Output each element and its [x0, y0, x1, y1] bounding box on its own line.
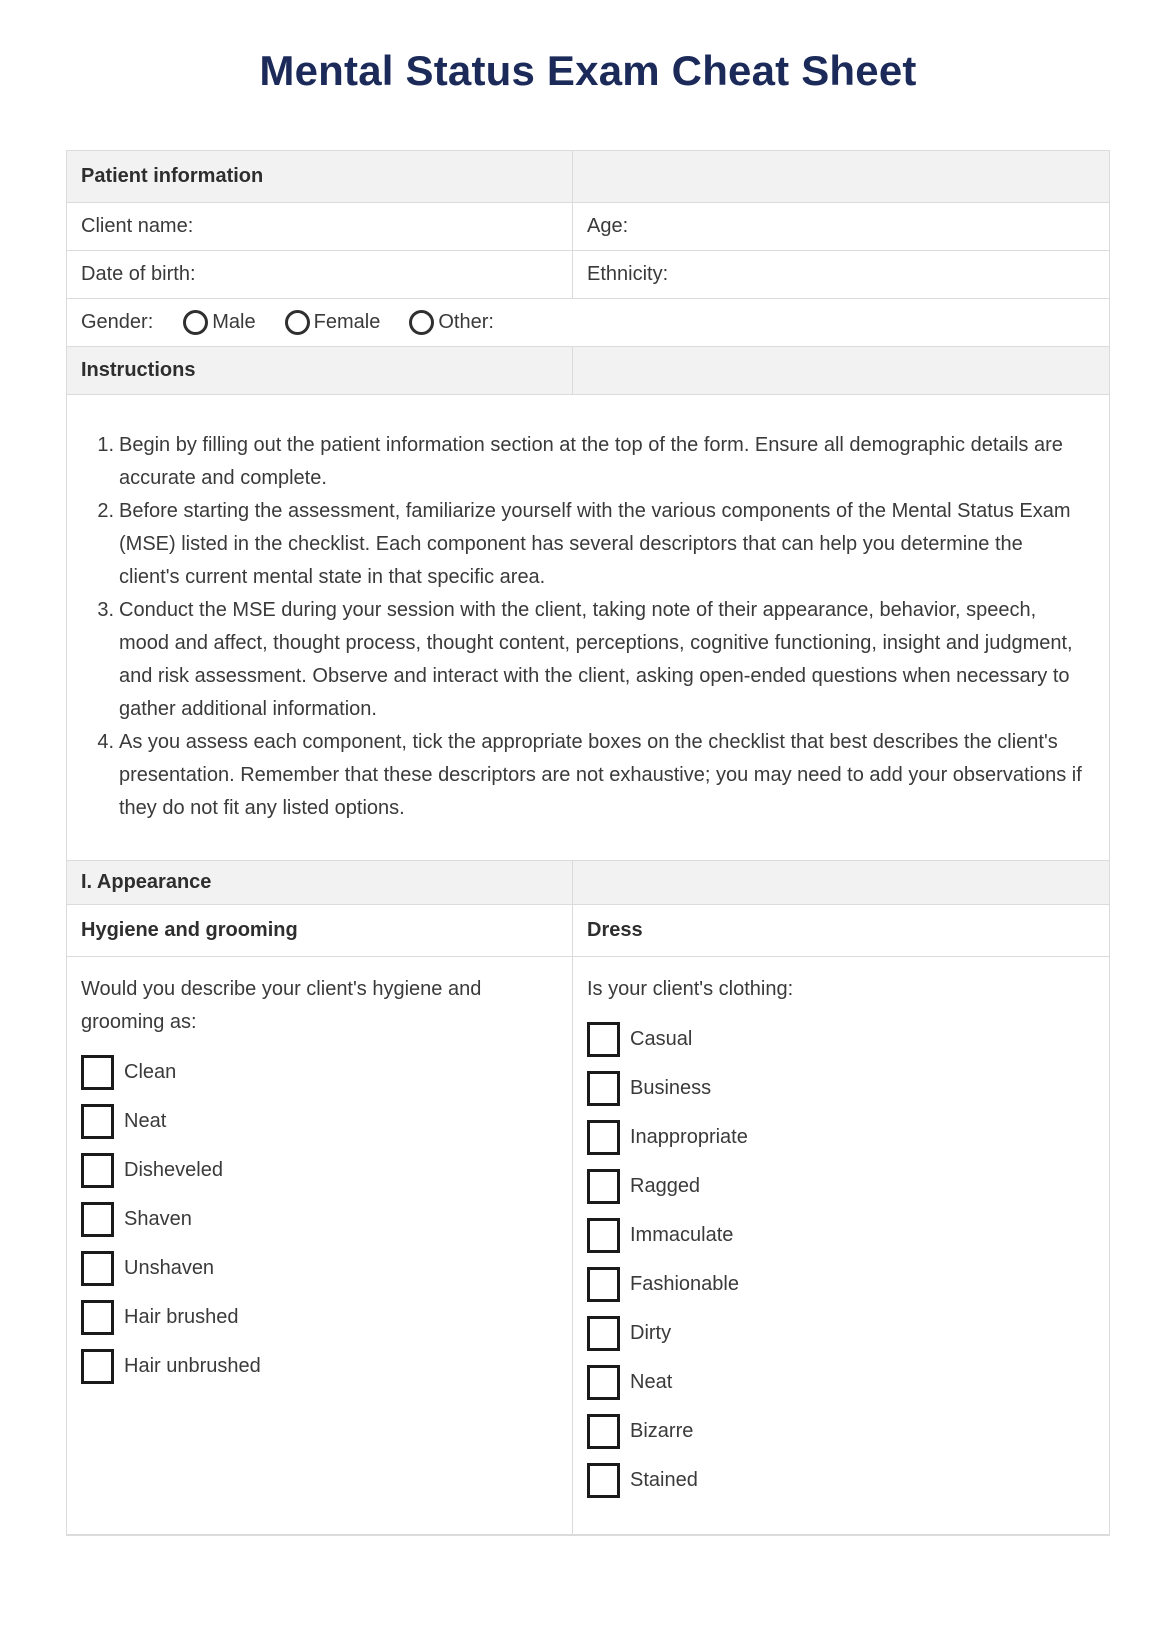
dress-option: [587, 1365, 1095, 1400]
dress-option-label: Dirty: [630, 1322, 672, 1344]
dress-option: [587, 1463, 1095, 1498]
dress-option-label: Immaculate: [630, 1224, 734, 1246]
dress-option: [587, 1169, 1095, 1204]
dress-option: [587, 1267, 1095, 1302]
dress-question: Is your client's clothing:: [587, 978, 794, 1000]
checkbox-icon[interactable]: [587, 1463, 620, 1498]
instructions-header-row: [67, 347, 1109, 395]
hygiene-grooming-cell: [67, 957, 573, 1534]
instruction-item: Before starting the assessment, familiarize yourself with the various components of the Mental Status Exam (MSE) listed in the checklist. Each component has several descriptors that can help you determine the client's current mental state in that specific area.: [119, 500, 1071, 588]
date-of-birth-field[interactable]: Date of birth:: [67, 251, 573, 298]
checkbox-icon[interactable]: [587, 1169, 620, 1204]
hygiene-option-label: Clean: [124, 1061, 177, 1083]
form-table: [66, 150, 1110, 1536]
instructions-content-row: [67, 395, 1109, 861]
dress-option: [587, 1316, 1095, 1351]
instruction-item: As you assess each component, tick the appropriate boxes on the checklist that best describes the client's presentation. Remember that these descriptors are not exhaustive; you may need to add your observations if they do not fit any listed options.: [119, 731, 1082, 819]
instruction-item: Begin by filling out the patient information section at the top of the form. Ensure all demographic details are accurate and complete.: [119, 434, 1063, 489]
patient-information-header-spacer: [573, 151, 1109, 202]
checkbox-icon[interactable]: [81, 1349, 114, 1384]
hygiene-option-label: Neat: [124, 1110, 167, 1132]
ethnicity-field[interactable]: Ethnicity:: [587, 263, 669, 285]
appearance-subheader-row: [67, 905, 1109, 957]
dob-ethnicity-row: [67, 251, 1109, 299]
gender-option-label: Female: [313, 311, 381, 333]
hygiene-option-label: Hair brushed: [124, 1306, 239, 1328]
dress-option: [587, 1120, 1095, 1155]
gender-option[interactable]: [409, 310, 494, 335]
checkbox-icon[interactable]: [81, 1055, 114, 1090]
dress-header: Dress: [587, 919, 643, 941]
gender-radio-group: [183, 310, 523, 335]
patient-information-header: Patient information: [67, 151, 573, 202]
instructions-header: Instructions: [67, 347, 573, 394]
gender-label: Gender:: [81, 311, 154, 333]
dress-option: [587, 1218, 1095, 1253]
hygiene-checklist: [81, 1055, 558, 1384]
client-name-age-row: [67, 203, 1109, 251]
dress-option-label: Stained: [630, 1469, 698, 1491]
hygiene-option-label: Shaven: [124, 1208, 192, 1230]
hygiene-option: [81, 1251, 558, 1286]
radio-button-icon[interactable]: [409, 310, 434, 335]
hygiene-option: [81, 1300, 558, 1335]
dress-option: [587, 1414, 1095, 1449]
checkbox-icon[interactable]: [81, 1153, 114, 1188]
checkbox-icon[interactable]: [587, 1365, 620, 1400]
checkbox-icon[interactable]: [587, 1022, 620, 1057]
dress-cell: [573, 957, 1109, 1534]
gender-option[interactable]: [285, 310, 381, 335]
hygiene-option: [81, 1349, 558, 1384]
hygiene-option: [81, 1055, 558, 1090]
dress-option-label: Inappropriate: [630, 1126, 748, 1148]
age-field[interactable]: Age:: [587, 215, 629, 237]
hygiene-option: [81, 1202, 558, 1237]
checkbox-icon[interactable]: [587, 1120, 620, 1155]
instructions-header-spacer: [573, 347, 1109, 394]
hygiene-grooming-header: Hygiene and grooming: [67, 905, 573, 956]
checkbox-icon[interactable]: [587, 1316, 620, 1351]
checkbox-icon[interactable]: [81, 1251, 114, 1286]
checkbox-icon[interactable]: [587, 1267, 620, 1302]
dress-option: [587, 1071, 1095, 1106]
appearance-header: I. Appearance: [67, 861, 573, 904]
appearance-header-row: [67, 861, 1109, 905]
hygiene-option-label: Disheveled: [124, 1159, 223, 1181]
checkbox-icon[interactable]: [587, 1218, 620, 1253]
hygiene-option-label: Hair unbrushed: [124, 1355, 261, 1377]
dress-option-label: Neat: [630, 1371, 673, 1393]
page-title: Mental Status Exam Cheat Sheet: [259, 47, 917, 94]
appearance-header-spacer: [573, 861, 1109, 904]
checkbox-icon[interactable]: [81, 1202, 114, 1237]
dress-checklist: [587, 1022, 1095, 1498]
hygiene-option: [81, 1104, 558, 1139]
hygiene-question: Would you describe your client's hygiene and grooming as:: [81, 978, 482, 1033]
dress-option-label: Casual: [630, 1028, 693, 1050]
checkbox-icon[interactable]: [81, 1104, 114, 1139]
radio-button-icon[interactable]: [183, 310, 208, 335]
gender-row: [67, 299, 1109, 347]
gender-option[interactable]: [183, 310, 255, 335]
checkbox-icon[interactable]: [81, 1300, 114, 1335]
dress-option-label: Fashionable: [630, 1273, 739, 1295]
dress-option-label: Bizarre: [630, 1420, 694, 1442]
instructions-list: [81, 429, 1083, 825]
instruction-item: Conduct the MSE during your session with the client, taking note of their appearance, behavior, speech, mood and affect, thought process, thought content, perceptions, cognitive functioning, insight and judgment, and risk assessment. Observe and interact with the client, asking open-ended questions when necessary to gather additional information.: [119, 599, 1073, 720]
hygiene-option-label: Unshaven: [124, 1257, 215, 1279]
checkbox-icon[interactable]: [587, 1071, 620, 1106]
patient-information-header-row: [67, 151, 1109, 203]
gender-option-label: Male: [212, 311, 256, 333]
hygiene-option: [81, 1153, 558, 1188]
appearance-content-row: [67, 957, 1109, 1535]
checkbox-icon[interactable]: [587, 1414, 620, 1449]
client-name-field[interactable]: Client name:: [67, 203, 573, 250]
dress-option: [587, 1022, 1095, 1057]
gender-option-label: Other:: [438, 311, 494, 333]
radio-button-icon[interactable]: [285, 310, 310, 335]
dress-option-label: Ragged: [630, 1175, 701, 1197]
dress-option-label: Business: [630, 1077, 712, 1099]
